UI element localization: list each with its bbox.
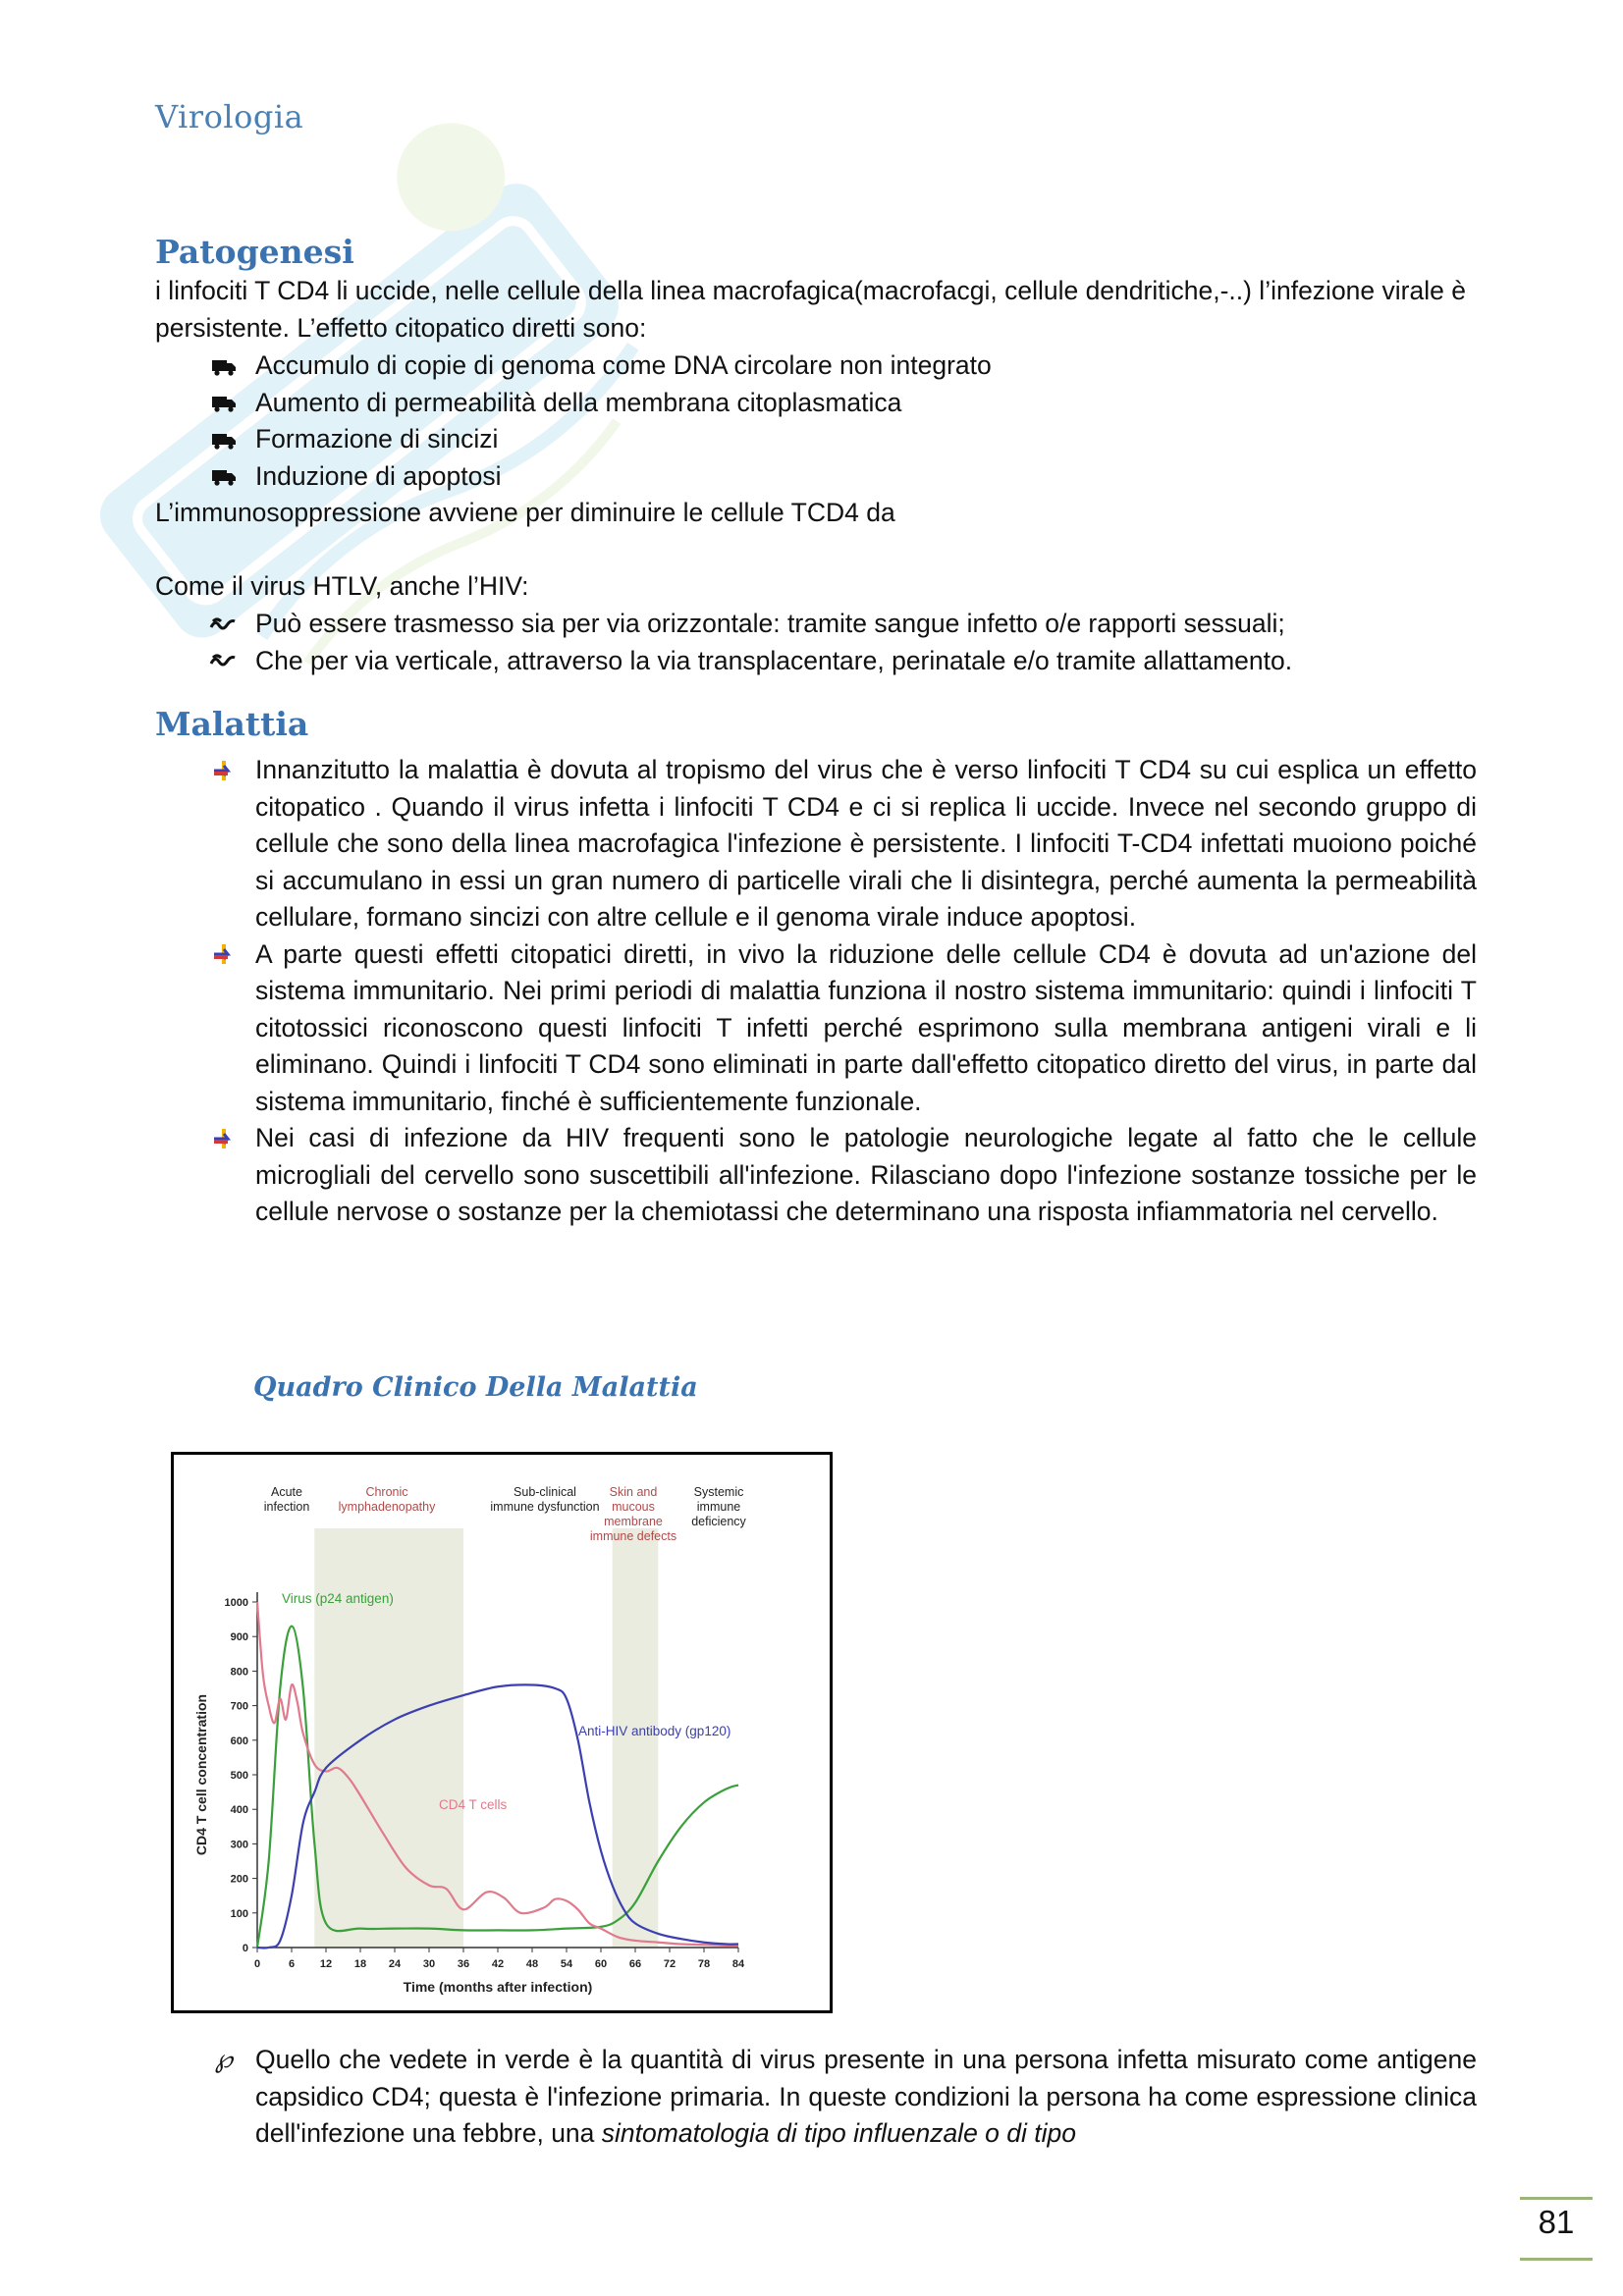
phase-label: Acute infection [263,1485,310,1514]
y-tick-label: 400 [230,1804,248,1817]
after-chart-list [204,2042,1477,2153]
truck-bullet-icon [204,347,243,384]
y-tick-label: 700 [230,1700,248,1713]
patogenesi-intro: i linfociti T CD4 li uccide, nelle cellule della linea macrofagica(macrofacgi, cellule dendritiche,-..) l’infezione virale è persistente. L’effetto citopatico diretti sono: [155,276,1466,343]
section-heading-patogenesi: Patogenesi [155,233,354,271]
page-number: 81 [1538,2204,1575,2240]
y-tick-label: 1000 [224,1597,248,1609]
hiv-course-chart [171,1452,833,2013]
effects-list [204,347,1481,495]
section-heading-malattia: Malattia [155,705,309,743]
list-item: Nei casi di infezione da HIV frequenti sono le patologie neurologiche legate al fatto che le cellule microgliali del cervello sono suscettibili all'infezione. Rilasciano dopo l'infezione sostanze tossiche per le cellule nervose o sostanze per la chemiotassi che determinano una risposta infiammatoria nel cervello. [204,1120,1477,1231]
x-tick-label: 60 [594,1958,608,1970]
y-tick-label: 100 [230,1907,248,1920]
truck-bullet-icon [204,458,243,495]
immunosuppression-text: L’immunosoppressione avviene per diminuire le cellule TCD4 da [155,498,895,527]
x-tick-label: 0 [253,1958,261,1970]
x-tick-label: 6 [288,1958,296,1970]
x-tick-label: 30 [422,1958,436,1970]
series-label: Virus (p24 antigen) [282,1591,394,1606]
list-item: Induzione di apoptosi [204,458,1481,496]
x-tick-label: 42 [491,1958,505,1970]
x-tick-label: 12 [319,1958,333,1970]
list-item: Accumulo di copie di genoma come DNA circolare non integrato [204,347,1481,385]
x-tick-label: 84 [731,1958,745,1970]
swirl-bullet-icon [204,606,243,642]
arrow-bullet-icon [204,752,243,788]
arrow-bullet-icon [204,1120,243,1156]
list-item: A parte questi effetti citopatici diretti, in vivo la riduzione delle cellule CD4 è dovuta ad un'azione del sistema immunitario. Nei primi periodi di malattia funziona il nostro sistema immunitario: quindi i linfociti T citotossici riconoscono questi linfociti T infetti perché esprimono sulla membrana antigeni virali e li eliminano. Quindi i linfociti T CD4 sono eliminati in parte dall'effetto citopatico diretto del virus, in parte dal sistema immunitario, finché è sufficientemente funzionale. [204,936,1477,1121]
phase-label: Sub-clinical immune dysfunction [490,1485,600,1514]
chart-svg [174,1455,830,2010]
transmission-list [204,606,1481,679]
list-item: ℘ Quello che vedete in verde è la quantità di virus presente in una persona infetta misurato come antigene capsidico CD4; questa è l'infezione primaria. In queste condizioni la persona ha come espressione clinica dell'infezione una febbre, una sintomatologia di tipo influenzale o di tipo [204,2042,1477,2153]
page-number-rule-top [1520,2197,1593,2200]
series-label: CD4 T cells [439,1797,508,1812]
truck-bullet-icon [204,421,243,457]
subheading-quadro-clinico: Quadro Clinico Della Malattia [253,1372,698,1403]
htlv-intro: Come il virus HTLV, anche l’HIV: [155,571,529,601]
list-item: Aumento di permeabilità della membrana citoplasmatica [204,385,1481,422]
list-item: Può essere trasmesso sia per via orizzontale: tramite sangue infetto o/e rapporti sessuali; [204,606,1481,643]
y-tick-label: 600 [230,1735,248,1747]
x-tick-label: 72 [663,1958,676,1970]
page-number-rule-bottom [1520,2258,1593,2261]
series-label: Anti-HIV antibody (gp120) [578,1724,731,1738]
swirl-bullet-icon [204,643,243,679]
y-tick-label: 300 [230,1839,248,1851]
y-tick-label: 200 [230,1873,248,1886]
y-tick-label: 0 [242,1943,248,1954]
list-item: Innanzitutto la malattia è dovuta al tropismo del virus che è verso linfociti T CD4 su cui esplica un effetto citopatico . Quando il virus infetta i linfociti T CD4 e ci si replica li uccide. Invece nel secondo gruppo di cellule che sono della linea macrofagica l'infezione è persistente. I linfociti T-CD4 infettati muoiono poiché si accumulano in essi un gran numero di particelle virali che li disintegra, perché aumenta la permeabilità cellulare, formano sincizi con altre cellule e il genoma virale induce apoptosi. [204,752,1477,936]
arrow-bullet-icon [204,936,243,973]
y-axis-label: CD4 T cell concentration [193,1693,209,1856]
list-item: Che per via verticale, attraverso la via transplacentare, perinatale e/o tramite allattamento. [204,643,1481,680]
script-p-bullet-icon: ℘ [214,2044,234,2074]
x-tick-label: 24 [388,1958,402,1970]
phase-label: Skin and mucous membrane immune defects [589,1485,677,1543]
phase-label: Systemic immune deficiency [691,1485,746,1528]
malattia-points [204,752,1477,1231]
y-tick-label: 900 [230,1631,248,1644]
truck-bullet-icon [204,385,243,421]
x-tick-label: 78 [697,1958,711,1970]
phase-label: Chronic lymphadenopathy [338,1485,436,1514]
x-tick-label: 18 [353,1958,367,1970]
x-tick-label: 54 [560,1958,573,1970]
running-title: Virologia [155,98,304,135]
y-tick-label: 800 [230,1666,248,1679]
list-item: Formazione di sincizi [204,421,1481,458]
x-axis-label: Time (months after infection) [403,1979,593,1995]
x-tick-label: 48 [525,1958,539,1970]
y-tick-label: 500 [230,1770,248,1782]
x-tick-label: 66 [628,1958,642,1970]
x-tick-label: 36 [457,1958,470,1970]
